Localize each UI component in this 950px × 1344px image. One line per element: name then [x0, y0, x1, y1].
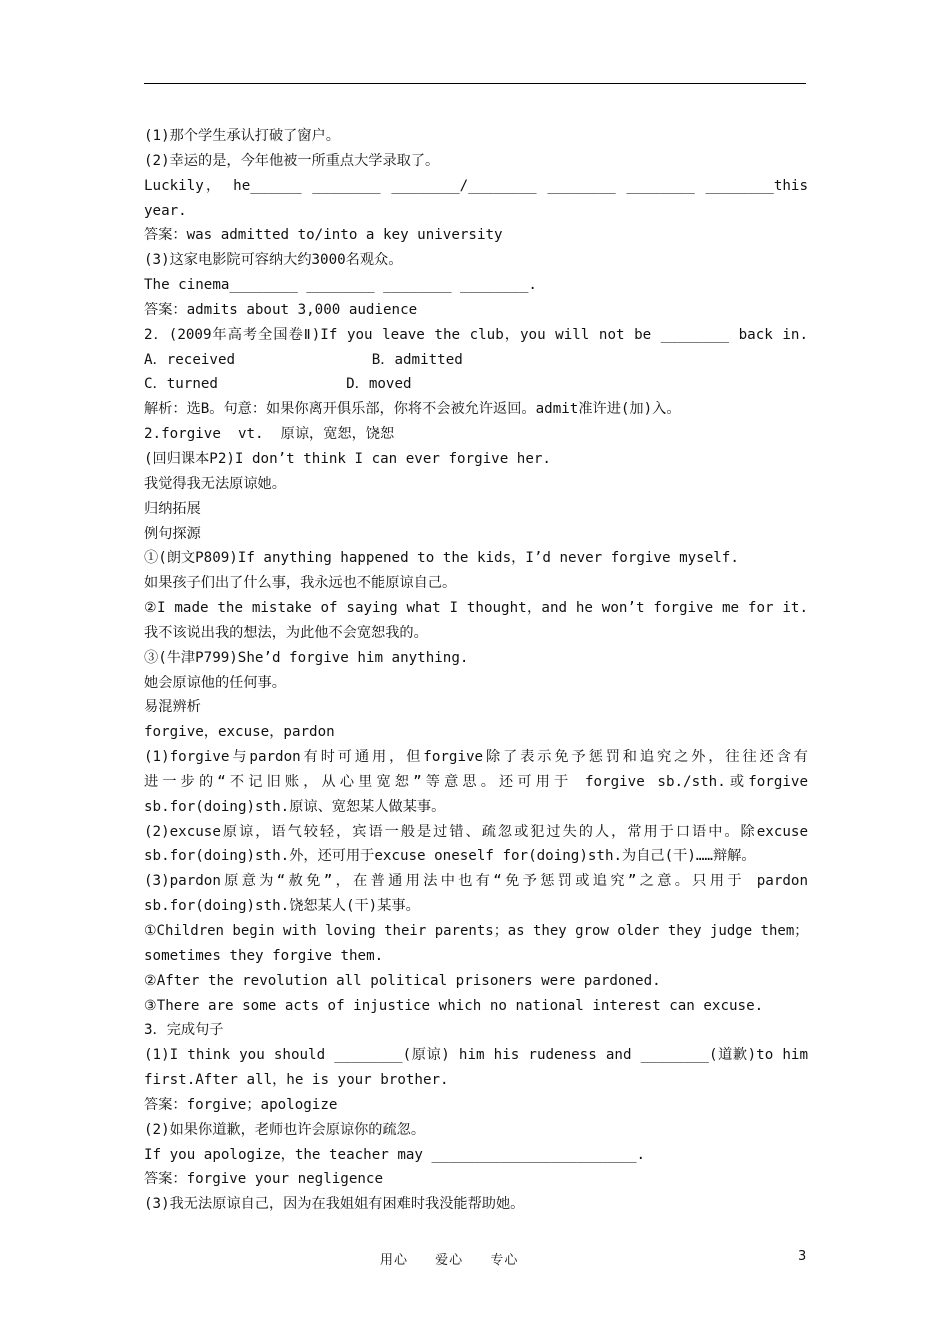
heading-line: 3．完成句子	[144, 1022, 224, 1039]
heading-line: 2.forgive vt. 原谅，宽恕，饶恕	[144, 426, 395, 443]
question-line: (3)我无法原谅自己，因为在我姐姐有困难时我没能帮助她。	[144, 1196, 525, 1213]
text-line: (1)那个学生承认打破了窗户。	[144, 128, 340, 144]
text-line: sometimes they forgive them.	[144, 947, 384, 964]
answer-line: 答案：forgive；apologize	[144, 1096, 338, 1113]
answer-line: 答案：was admitted to/into a key university	[144, 227, 503, 244]
text-line: 我觉得我无法原谅她。	[144, 475, 286, 492]
header-rule	[144, 83, 806, 84]
text-line: sb.for(doing)sth.原谅、宽恕某人做某事。	[144, 798, 446, 815]
text-line: (3)pardon原意为“赦免”，在普通用法中也有“免予惩罚或追究”之意。只用于 pardon	[144, 873, 808, 890]
answer-line: 答案：admits about 3,000 audience	[144, 301, 418, 318]
text-line: sb.for(doing)sth.饶恕某人(干)某事。	[144, 898, 420, 915]
text-line: 她会原谅他的任何事。	[144, 674, 286, 691]
page-footer	[380, 1249, 540, 1268]
footer-motto: 专心	[490, 1253, 519, 1268]
text-line: Luckily， he______ ________ ________/________ ________ ________ ________this	[144, 177, 808, 194]
heading-line: 易混辨析	[144, 699, 201, 716]
question-line: (1)I think you should ________(原谅) him his rudeness and ________(道歉)to him	[144, 1047, 808, 1064]
heading-line: 例句探源	[144, 525, 201, 542]
footer-motto: 用心	[380, 1253, 409, 1268]
heading-line: 归纳拓展	[144, 500, 201, 517]
text-line: 如果孩子们出了什么事，我永远也不能原谅自己。	[144, 575, 457, 592]
example-line: ③(牛津P799)She’d forgive him anything.	[144, 649, 469, 666]
text-line: 我不该说出我的想法，为此他不会宽恕我的。	[144, 624, 428, 641]
option-line: A．received B．admitted	[144, 351, 463, 368]
page-number: 3	[798, 1249, 807, 1264]
example-line: ①(朗文P809)If anything happened to the kids，I’d never forgive myself.	[144, 550, 739, 567]
page-body	[144, 124, 808, 1217]
text-line: (1)forgive与pardon有时可通用，但forgive除了表示免予惩罚和追究之外，往往还含有	[144, 749, 808, 766]
option-line: C．turned D．moved	[144, 376, 412, 393]
text-line: sb.for(doing)sth.外，还可用于excuse oneself for(doing)sth.为自己(干)……辩解。	[144, 848, 756, 865]
text-line: (2)幸运的是，今年他被一所重点大学录取了。	[144, 152, 440, 169]
answer-line: 答案：forgive your negligence	[144, 1171, 384, 1188]
text-line: If you apologize，the teacher may ________________________.	[144, 1146, 646, 1163]
example-line: ①Children begin with loving their parents；as they grow older they judge them；	[144, 923, 808, 939]
text-line: The cinema________ ________ ________ ________.	[144, 277, 537, 294]
question-line: (2)如果你道歉，老师也许会原谅你的疏忽。	[144, 1121, 426, 1138]
text-line: 进一步的“不记旧账，从心里宽恕”等意思。还可用于 forgive sb./sth.或forgive	[144, 773, 808, 790]
example-line: ③There are some acts of injustice which no national interest can excuse.	[144, 997, 764, 1014]
text-line: forgive，excuse，pardon	[144, 724, 335, 741]
example-line: ②After the revolution all political prisoners were pardoned.	[144, 972, 661, 989]
text-line: year.	[144, 202, 187, 219]
text-line: (3)这家电影院可容纳大约3000名观众。	[144, 252, 403, 269]
text-line: first.After all，he is your brother.	[144, 1072, 449, 1089]
footer-motto: 爱心	[435, 1253, 464, 1268]
text-line: (回归课本P2)I don’t think I can ever forgive her.	[144, 450, 551, 467]
text-line: (2)excuse原谅，语气较轻，宾语一般是过错、疏忽或犯过失的人，常用于口语中。除excuse	[144, 823, 808, 840]
question-line: 2．(2009年高考全国卷Ⅱ)If you leave the club，you will not be ________ back in.	[144, 326, 808, 343]
analysis-line: 解析：选B。句意：如果你离开俱乐部，你将不会被允许返回。admit准许进(加)入。	[144, 401, 681, 418]
example-line: ②I made the mistake of saying what I thought，and he won’t forgive me for it.	[144, 600, 808, 617]
